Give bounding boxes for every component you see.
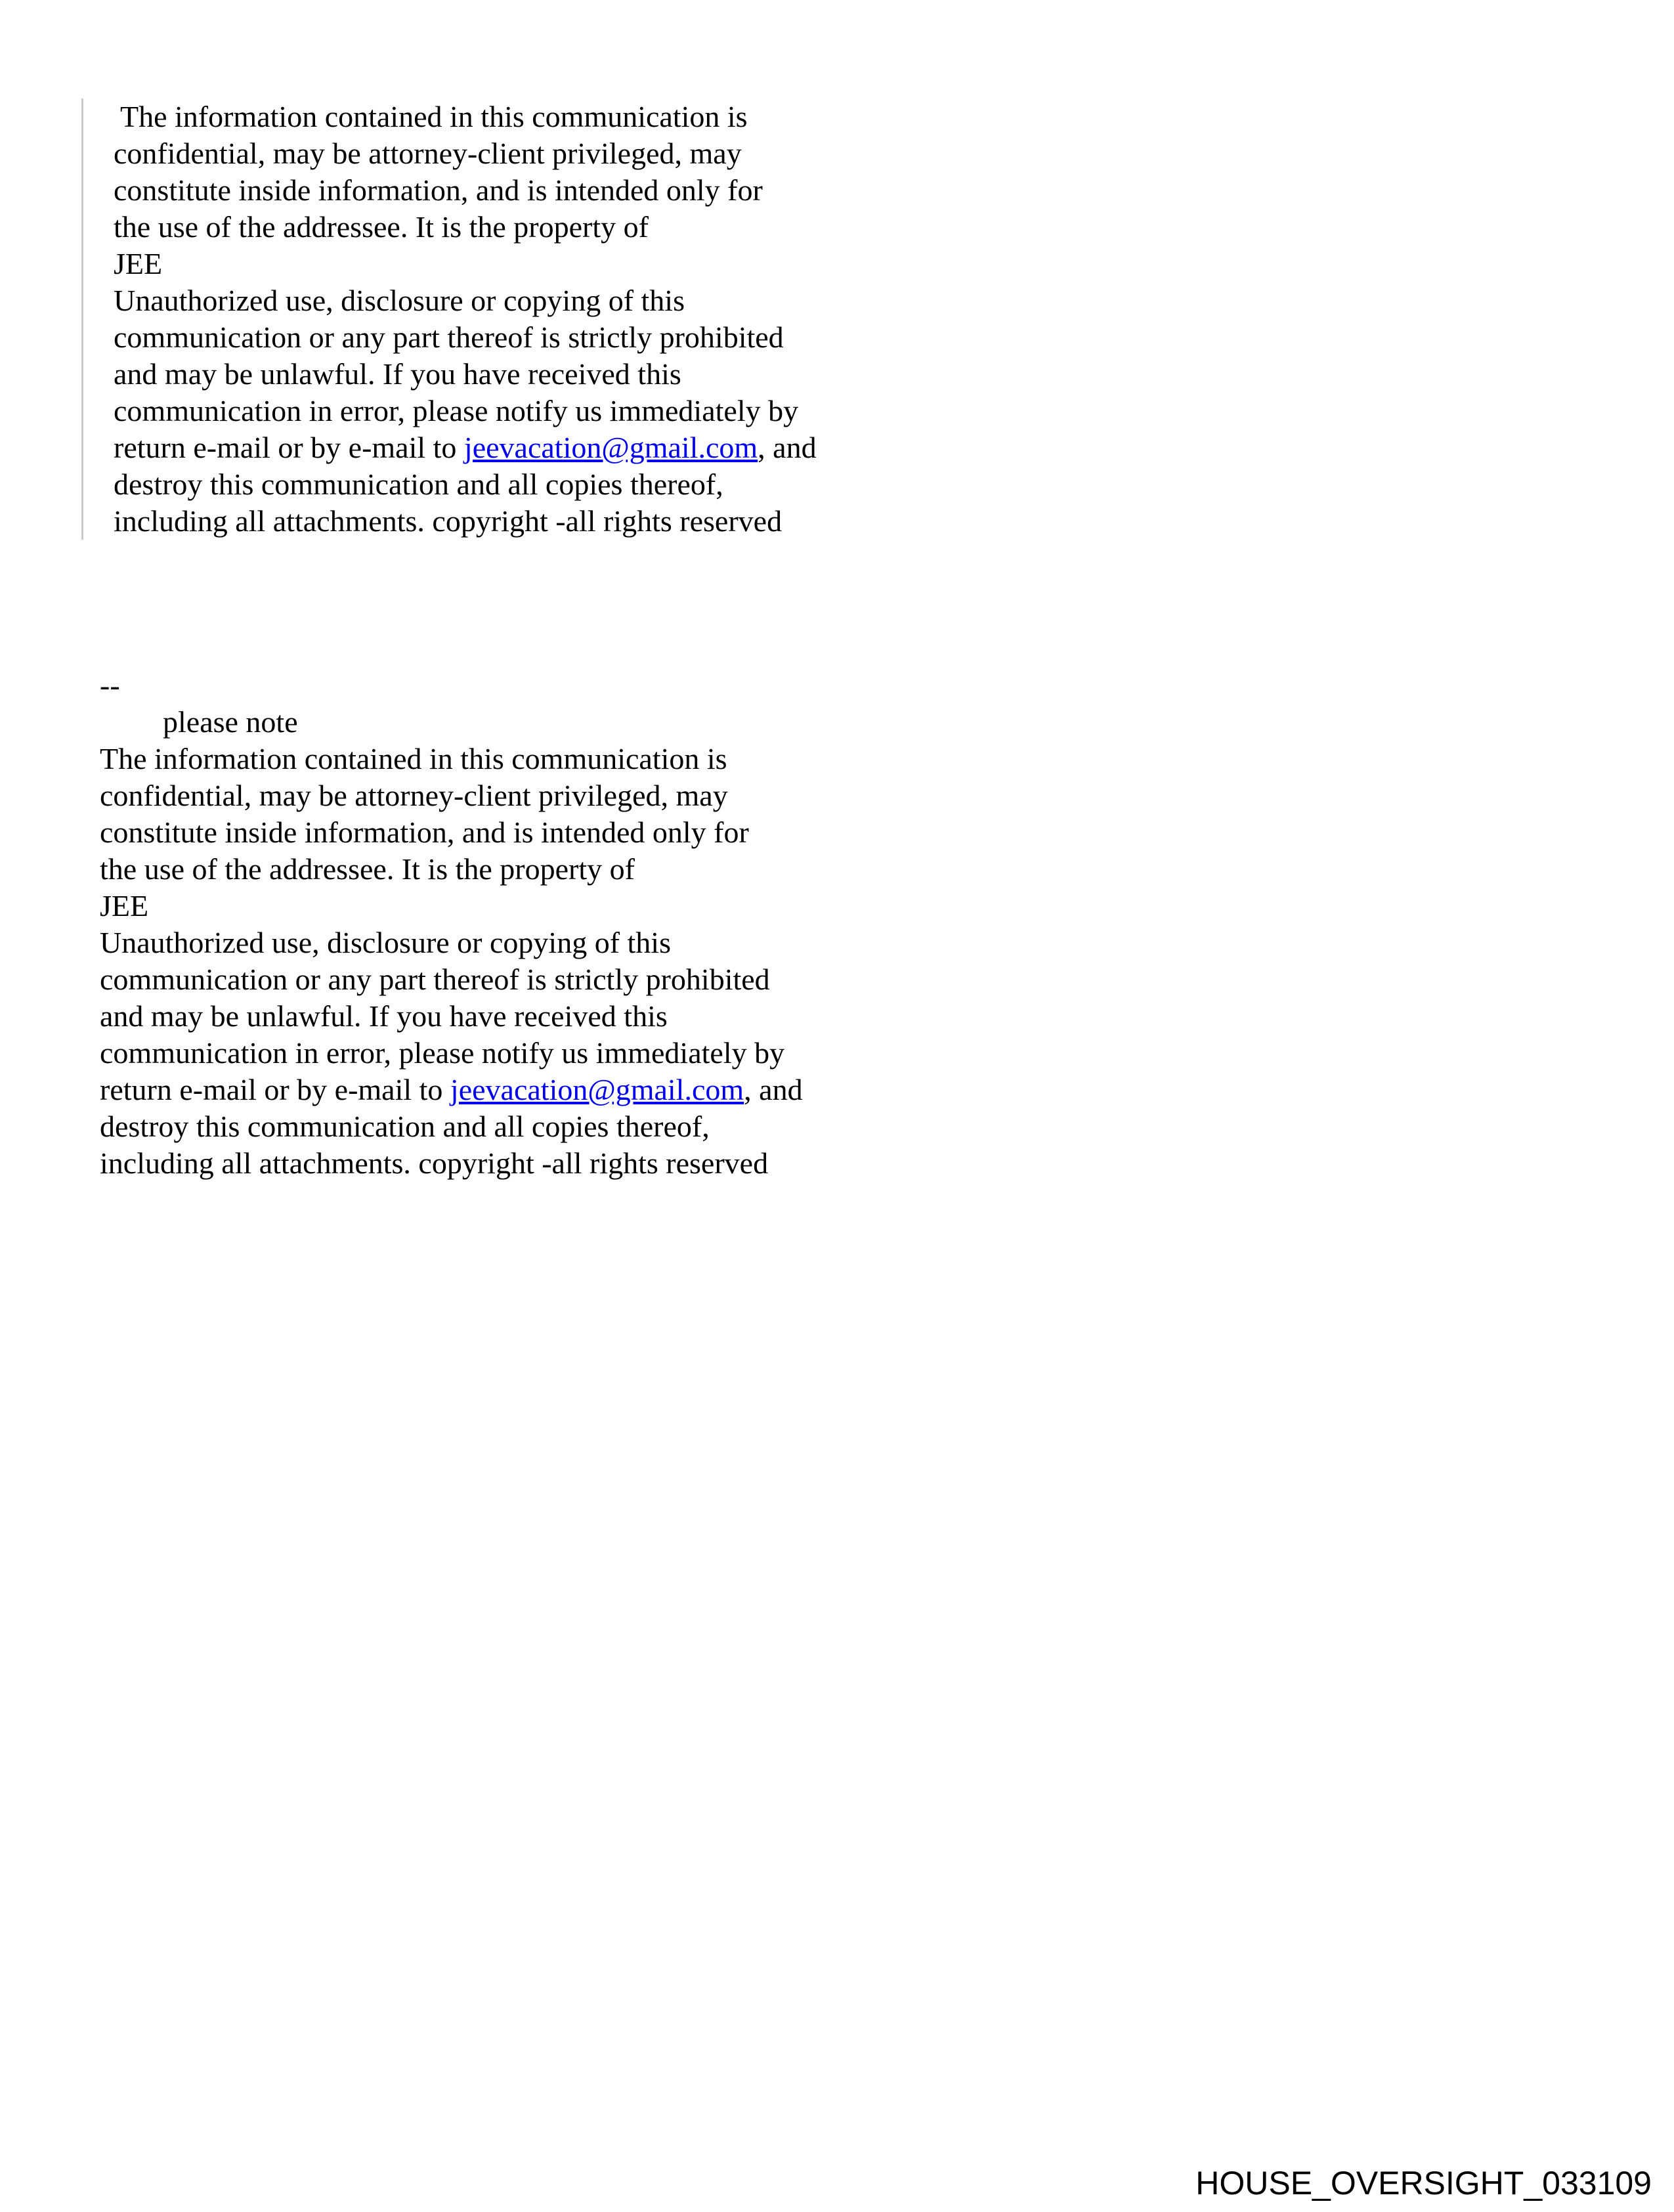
text-segment: constitute inside information, and is intended only for [100,815,749,849]
text-segment: communication in error, please notify us immediately by [100,1036,785,1070]
text-line [100,888,1032,924]
text-segment: and may be unlawful. If you have received this [114,357,681,391]
text-segment: including all attachments. copyright -all rights reserved [114,504,783,538]
email-link[interactable]: jeevacation@gmail.com [450,1073,744,1106]
text-segment: JEE [114,247,163,280]
text-line [100,998,1032,1035]
text-segment: confidential, may be attorney-client privileged, may [114,137,742,170]
text-line [100,777,1032,814]
text-segment: destroy this communication and all copies thereof, [114,467,723,501]
text-segment: The information contained in this communication is [120,100,748,133]
text-segment: -- [100,668,120,702]
text-segment: communication in error, please notify us immediately by [114,394,799,427]
text-segment: , and [758,431,817,464]
text-line [114,356,1033,393]
text-segment: destroy this communication and all copies thereof, [100,1110,710,1143]
text-line [100,1035,1032,1072]
text-segment: the use of the addressee. It is the property of [100,852,635,886]
text-line [114,429,1033,466]
text-line [100,814,1032,851]
text-line [114,503,1033,540]
text-segment: Unauthorized use, disclosure or copying of this [114,284,685,317]
text-line [114,246,1033,282]
text-line [114,393,1033,429]
text-line [100,741,1032,777]
text-line [114,98,1033,135]
quoted-disclaimer-block [81,98,1033,540]
signature-disclaimer-block [100,667,1032,1182]
text-segment: the use of the addressee. It is the property of [114,210,649,244]
text-line [100,1072,1032,1108]
text-segment: including all attachments. copyright -all rights reserved [100,1146,769,1180]
text-line [100,667,1032,704]
text-line [100,1145,1032,1182]
text-line [114,282,1033,319]
text-line [100,961,1032,998]
text-segment: , and [744,1073,803,1106]
text-segment: and may be unlawful. If you have received this [100,999,668,1033]
text-segment: confidential, may be attorney-client privileged, may [100,779,728,812]
text-segment: return e-mail or by e-mail to [114,431,464,464]
text-line [114,319,1033,356]
text-line [114,466,1033,503]
text-line [114,209,1033,246]
text-segment: Unauthorized use, disclosure or copying of this [100,926,671,959]
text-line [114,135,1033,172]
text-line [100,704,1032,741]
text-segment: JEE [100,889,149,922]
text-line [114,172,1033,209]
text-segment: The information contained in this communication is [100,742,727,775]
text-segment: communication or any part thereof is strictly prohibited [100,963,770,996]
bates-stamp: HOUSE_OVERSIGHT_033109 [1195,2165,1652,2201]
text-line [100,924,1032,961]
text-line [100,851,1032,888]
text-segment: communication or any part thereof is strictly prohibited [114,320,784,354]
text-segment: constitute inside information, and is intended only for [114,173,763,207]
text-line [100,1108,1032,1145]
text-segment: return e-mail or by e-mail to [100,1073,450,1106]
email-link[interactable]: jeevacation@gmail.com [463,431,758,464]
text-segment: please note [163,705,298,739]
